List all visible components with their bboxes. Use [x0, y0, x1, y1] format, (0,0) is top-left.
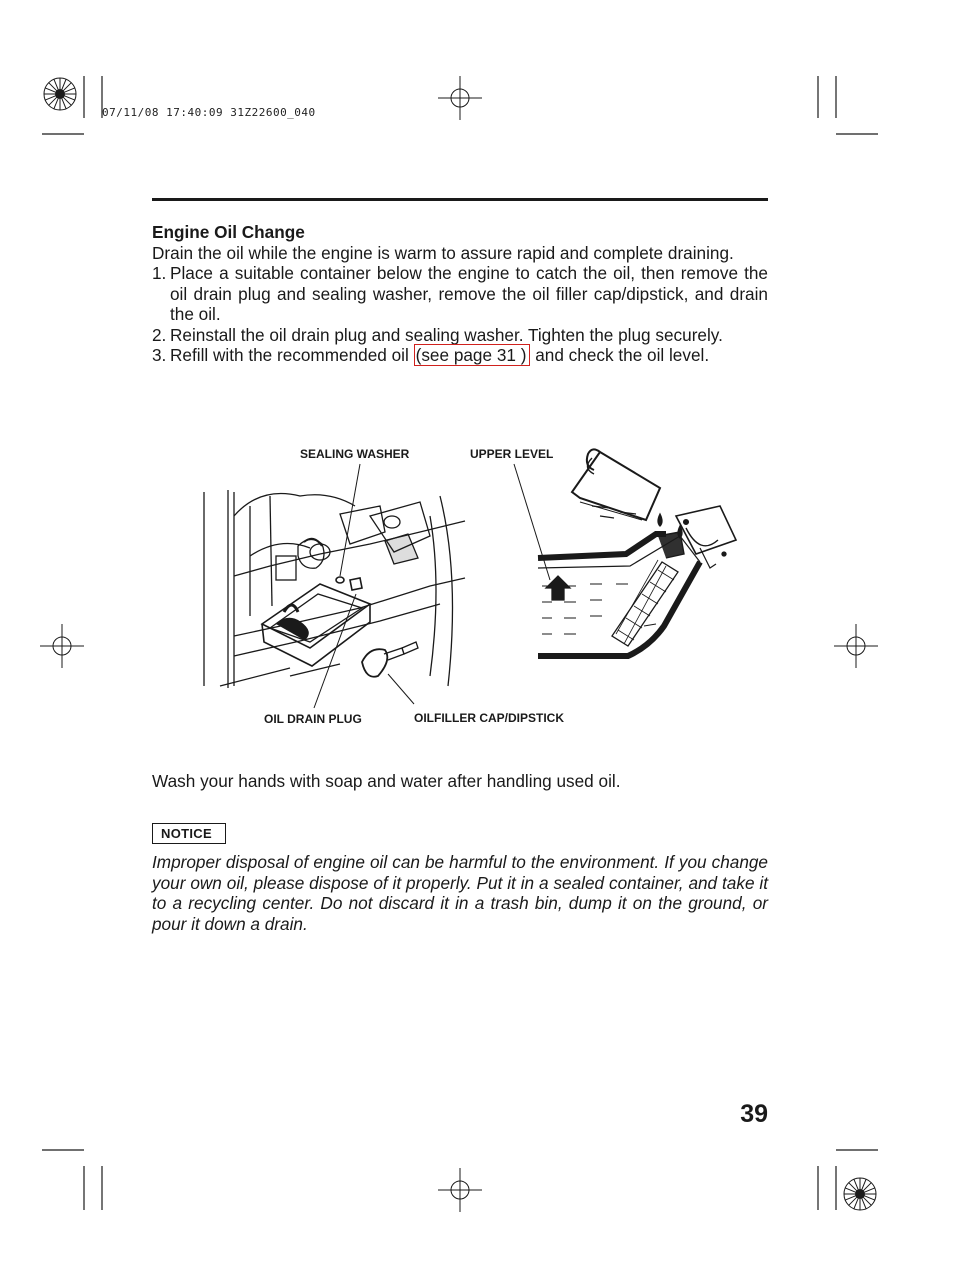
engine-diagram	[180, 436, 760, 736]
registration-starburst-icon	[42, 76, 78, 112]
steps-list	[152, 263, 768, 366]
upper-level-label: UPPER LEVEL	[470, 447, 554, 461]
step-item	[152, 325, 768, 346]
sealing-washer-label: SEALING WASHER	[300, 447, 410, 461]
step-number: 2.	[152, 324, 167, 345]
see-page-link[interactable]: (see page 31 )	[414, 344, 531, 366]
registration-crosshair-icon	[438, 1168, 482, 1212]
step-number: 3.	[152, 345, 167, 365]
oil-filler-cap-label: OILFILLER CAP/DIPSTICK	[414, 711, 564, 725]
step-text-before: Refill with the recommended oil	[170, 345, 414, 365]
oil-drain-plug-label: OIL DRAIN PLUG	[264, 712, 362, 726]
registration-crosshair-icon	[40, 624, 84, 668]
registration-crosshair-icon	[834, 624, 878, 668]
print-timestamp: 07/11/08 17:40:09 31Z22600_040	[102, 106, 316, 119]
notice-label: NOTICE	[152, 823, 226, 844]
section-title: Engine Oil Change	[152, 222, 305, 242]
step-text: Reinstall the oil drain plug and sealing washer. Tighten the plug securely.	[170, 324, 723, 345]
registration-starburst-icon	[842, 1176, 878, 1212]
step-item	[152, 263, 768, 325]
step-text-after: and check the oil level.	[530, 345, 710, 365]
page-number: 39	[740, 1100, 768, 1128]
oil-change-section	[152, 222, 768, 366]
step-text: Place a suitable container below the engine to catch the oil, then remove the oil drain plug and sealing washer, remove the oil filler cap/dipstick, and drain the oil.	[170, 263, 768, 324]
step-number: 1.	[152, 263, 167, 283]
intro-paragraph: Drain the oil while the engine is warm to assure rapid and complete draining.	[152, 242, 734, 263]
wash-hands-note: Wash your hands with soap and water after handling used oil.	[152, 771, 621, 791]
header-rule	[152, 198, 768, 201]
registration-crosshair-icon	[438, 76, 482, 120]
oil-change-illustration	[180, 436, 760, 736]
step-item	[152, 345, 768, 366]
notice-text: Improper disposal of engine oil can be harmful to the environment. If you change your own oil, please dispose of it properly. Put it in a sealed container, and take it to a recycling center. Do not discard it in a trash bin, dump it on the ground, or pour it down a drain.	[152, 852, 768, 934]
